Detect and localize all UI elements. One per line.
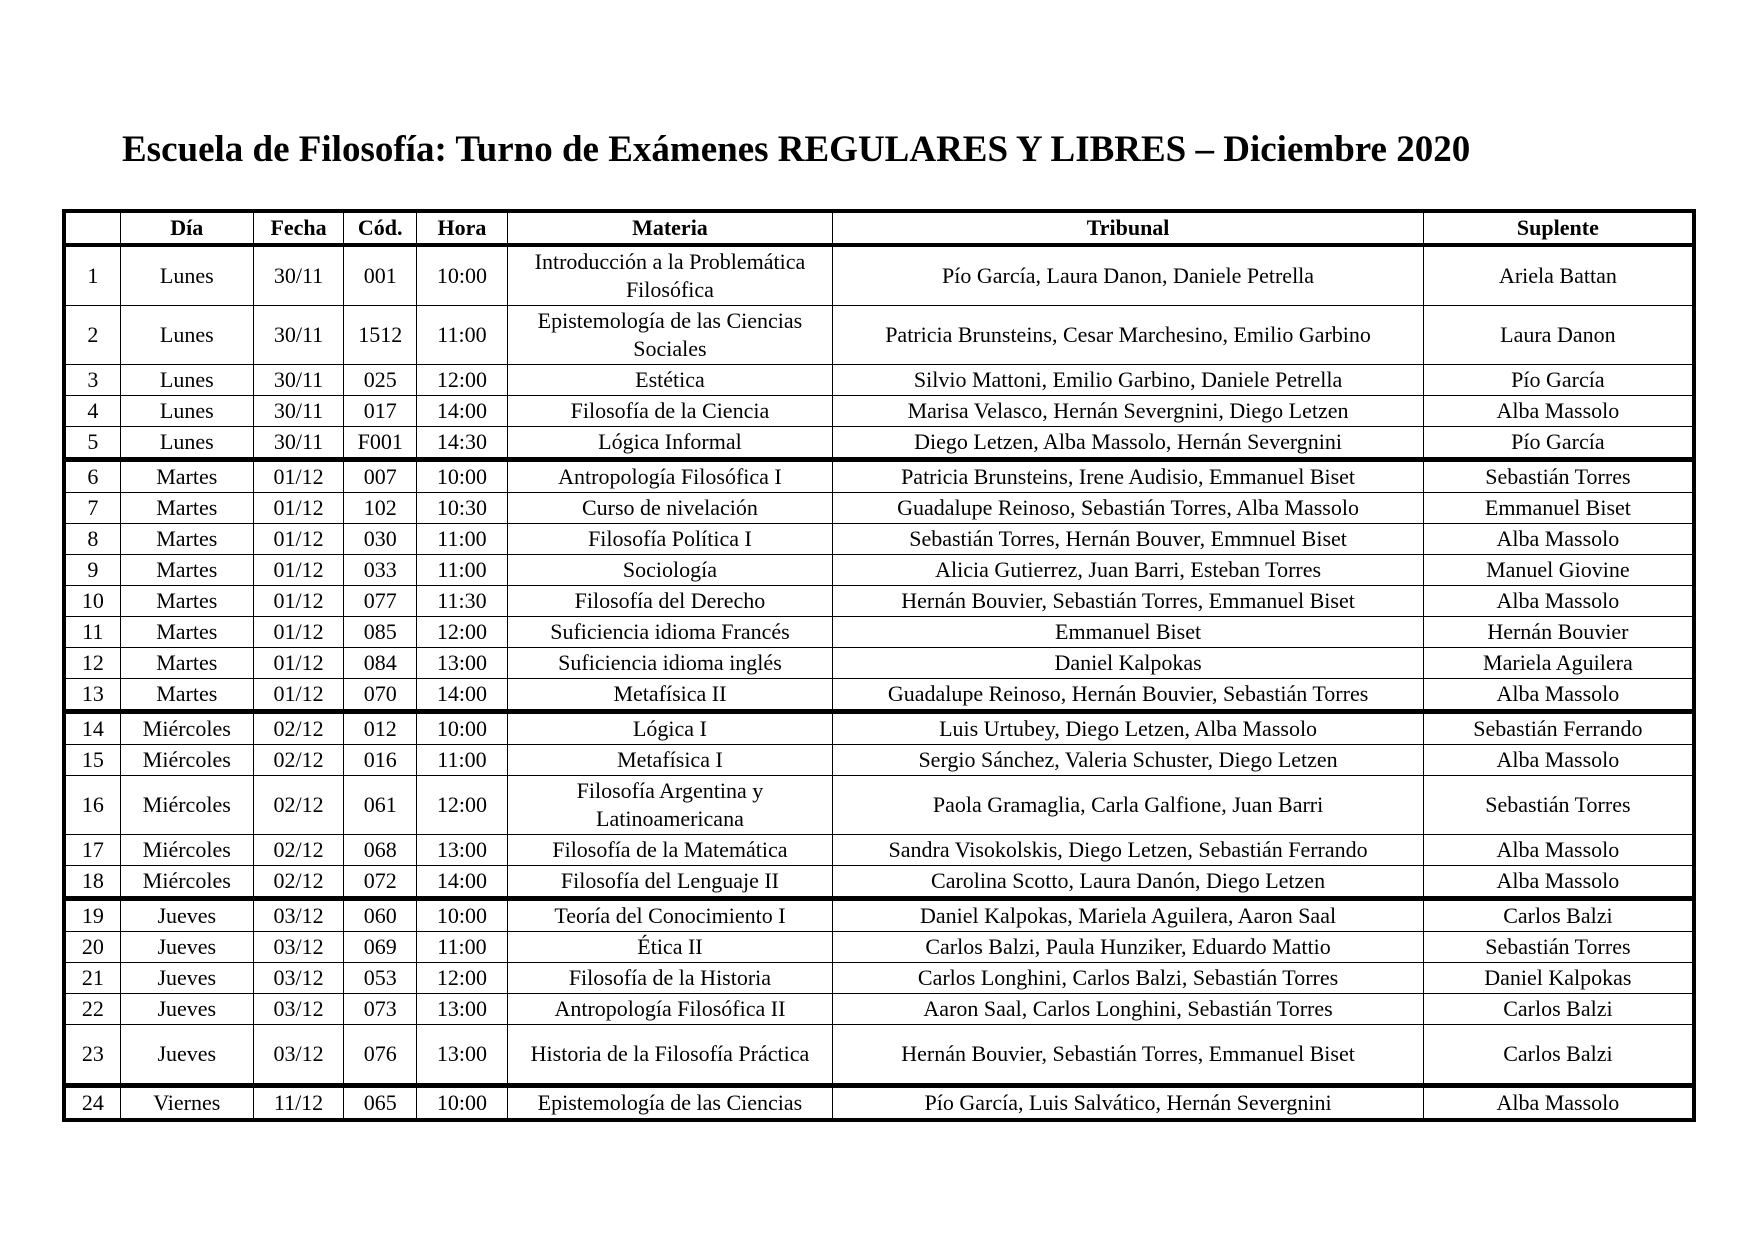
row-number: 4 (64, 396, 120, 427)
exam-schedule-table (62, 209, 1696, 1122)
table-row (64, 306, 1694, 365)
day-cell: Martes (120, 555, 253, 586)
subject-cell: Curso de nivelación (507, 493, 833, 524)
subject-cell: Historia de la Filosofía Práctica (507, 1025, 833, 1086)
substitute-cell: Sebastián Ferrando (1423, 712, 1694, 745)
time-cell: 11:00 (417, 745, 507, 776)
day-cell: Miércoles (120, 835, 253, 866)
time-cell: 10:00 (417, 460, 507, 493)
tribunal-cell: Marisa Velasco, Hernán Severgnini, Diego Letzen (833, 396, 1423, 427)
tribunal-cell: Sebastián Torres, Hernán Bouver, Emmnuel Biset (833, 524, 1423, 555)
row-number: 7 (64, 493, 120, 524)
time-cell: 11:00 (417, 524, 507, 555)
day-cell: Lunes (120, 365, 253, 396)
col-header-number (64, 211, 120, 245)
code-cell: 102 (344, 493, 417, 524)
table-row (64, 245, 1694, 306)
table-row (64, 745, 1694, 776)
date-cell: 01/12 (253, 679, 343, 712)
tribunal-cell: Carlos Longhini, Carlos Balzi, Sebastián Torres (833, 963, 1423, 994)
date-cell: 01/12 (253, 586, 343, 617)
date-cell: 03/12 (253, 963, 343, 994)
substitute-cell: Laura Danon (1423, 306, 1694, 365)
substitute-cell: Pío García (1423, 427, 1694, 460)
row-number: 23 (64, 1025, 120, 1086)
tribunal-cell: Pío García, Laura Danon, Daniele Petrella (833, 245, 1423, 306)
tribunal-cell: Hernán Bouvier, Sebastián Torres, Emmanuel Biset (833, 1025, 1423, 1086)
day-cell: Viernes (120, 1086, 253, 1121)
substitute-cell: Alba Massolo (1423, 524, 1694, 555)
subject-cell: Suficiencia idioma inglés (507, 648, 833, 679)
table-row (64, 460, 1694, 493)
tribunal-cell: Sergio Sánchez, Valeria Schuster, Diego Letzen (833, 745, 1423, 776)
table-row (64, 679, 1694, 712)
tribunal-cell: Paola Gramaglia, Carla Galfione, Juan Barri (833, 776, 1423, 835)
day-cell: Jueves (120, 899, 253, 932)
col-header-date: Fecha (253, 211, 343, 245)
code-cell: F001 (344, 427, 417, 460)
date-cell: 03/12 (253, 899, 343, 932)
tribunal-cell: Carlos Balzi, Paula Hunziker, Eduardo Mattio (833, 932, 1423, 963)
row-number: 9 (64, 555, 120, 586)
date-cell: 30/11 (253, 427, 343, 460)
subject-cell: Sociología (507, 555, 833, 586)
subject-cell: Antropología Filosófica I (507, 460, 833, 493)
table-row (64, 365, 1694, 396)
day-cell: Martes (120, 493, 253, 524)
code-cell: 060 (344, 899, 417, 932)
substitute-cell: Daniel Kalpokas (1423, 963, 1694, 994)
day-cell: Jueves (120, 994, 253, 1025)
table-row (64, 586, 1694, 617)
tribunal-cell: Guadalupe Reinoso, Sebastián Torres, Alba Massolo (833, 493, 1423, 524)
date-cell: 01/12 (253, 617, 343, 648)
time-cell: 10:00 (417, 1086, 507, 1121)
day-cell: Martes (120, 648, 253, 679)
code-cell: 007 (344, 460, 417, 493)
page-title: Escuela de Filosofía: Turno de Exámenes REGULARES Y LIBRES – Diciembre 2020 (122, 129, 1471, 170)
day-cell: Martes (120, 586, 253, 617)
table-row (64, 963, 1694, 994)
table-row (64, 776, 1694, 835)
substitute-cell: Sebastián Torres (1423, 460, 1694, 493)
tribunal-cell: Diego Letzen, Alba Massolo, Hernán Severgnini (833, 427, 1423, 460)
code-cell: 068 (344, 835, 417, 866)
date-cell: 30/11 (253, 245, 343, 306)
date-cell: 01/12 (253, 493, 343, 524)
row-number: 8 (64, 524, 120, 555)
substitute-cell: Alba Massolo (1423, 586, 1694, 617)
code-cell: 012 (344, 712, 417, 745)
date-cell: 02/12 (253, 866, 343, 899)
day-cell: Miércoles (120, 776, 253, 835)
day-cell: Martes (120, 460, 253, 493)
day-cell: Miércoles (120, 745, 253, 776)
code-cell: 073 (344, 994, 417, 1025)
tribunal-cell: Alicia Gutierrez, Juan Barri, Esteban Torres (833, 555, 1423, 586)
table-row (64, 555, 1694, 586)
row-number: 1 (64, 245, 120, 306)
date-cell: 01/12 (253, 524, 343, 555)
subject-cell: Filosofía del Lenguaje II (507, 866, 833, 899)
code-cell: 085 (344, 617, 417, 648)
row-number: 2 (64, 306, 120, 365)
subject-cell: Estética (507, 365, 833, 396)
day-cell: Lunes (120, 245, 253, 306)
date-cell: 03/12 (253, 1025, 343, 1086)
time-cell: 14:00 (417, 396, 507, 427)
subject-cell: Epistemología de las Ciencias (507, 1086, 833, 1121)
code-cell: 072 (344, 866, 417, 899)
code-cell: 076 (344, 1025, 417, 1086)
date-cell: 30/11 (253, 365, 343, 396)
tribunal-cell: Hernán Bouvier, Sebastián Torres, Emmanuel Biset (833, 586, 1423, 617)
code-cell: 070 (344, 679, 417, 712)
row-number: 19 (64, 899, 120, 932)
day-cell: Lunes (120, 396, 253, 427)
row-number: 24 (64, 1086, 120, 1121)
table-row (64, 1086, 1694, 1121)
col-header-substitute: Suplente (1423, 211, 1694, 245)
subject-cell: Lógica Informal (507, 427, 833, 460)
row-number: 13 (64, 679, 120, 712)
table-row (64, 899, 1694, 932)
table-body (64, 245, 1694, 1120)
code-cell: 069 (344, 932, 417, 963)
tribunal-cell: Aaron Saal, Carlos Longhini, Sebastián Torres (833, 994, 1423, 1025)
table-row (64, 617, 1694, 648)
code-cell: 065 (344, 1086, 417, 1121)
substitute-cell: Alba Massolo (1423, 835, 1694, 866)
date-cell: 03/12 (253, 932, 343, 963)
subject-cell: Suficiencia idioma Francés (507, 617, 833, 648)
time-cell: 11:00 (417, 932, 507, 963)
date-cell: 11/12 (253, 1086, 343, 1121)
col-header-day: Día (120, 211, 253, 245)
code-cell: 025 (344, 365, 417, 396)
substitute-cell: Sebastián Torres (1423, 932, 1694, 963)
date-cell: 02/12 (253, 835, 343, 866)
day-cell: Lunes (120, 427, 253, 460)
time-cell: 14:30 (417, 427, 507, 460)
subject-cell: Metafísica I (507, 745, 833, 776)
table-row (64, 648, 1694, 679)
day-cell: Martes (120, 679, 253, 712)
substitute-cell: Ariela Battan (1423, 245, 1694, 306)
row-number: 22 (64, 994, 120, 1025)
row-number: 15 (64, 745, 120, 776)
substitute-cell: Hernán Bouvier (1423, 617, 1694, 648)
row-number: 10 (64, 586, 120, 617)
subject-cell: Filosofía Argentina y Latinoamericana (507, 776, 833, 835)
table-row (64, 493, 1694, 524)
time-cell: 11:00 (417, 555, 507, 586)
time-cell: 13:00 (417, 994, 507, 1025)
col-header-subject: Materia (507, 211, 833, 245)
date-cell: 01/12 (253, 555, 343, 586)
tribunal-cell: Daniel Kalpokas (833, 648, 1423, 679)
substitute-cell: Manuel Giovine (1423, 555, 1694, 586)
substitute-cell: Mariela Aguilera (1423, 648, 1694, 679)
tribunal-cell: Patricia Brunsteins, Cesar Marchesino, Emilio Garbino (833, 306, 1423, 365)
time-cell: 12:00 (417, 617, 507, 648)
day-cell: Lunes (120, 306, 253, 365)
subject-cell: Filosofía de la Ciencia (507, 396, 833, 427)
code-cell: 061 (344, 776, 417, 835)
code-cell: 001 (344, 245, 417, 306)
time-cell: 11:00 (417, 306, 507, 365)
row-number: 3 (64, 365, 120, 396)
code-cell: 084 (344, 648, 417, 679)
tribunal-cell: Sandra Visokolskis, Diego Letzen, Sebastián Ferrando (833, 835, 1423, 866)
day-cell: Jueves (120, 932, 253, 963)
time-cell: 12:00 (417, 776, 507, 835)
subject-cell: Filosofía del Derecho (507, 586, 833, 617)
time-cell: 13:00 (417, 648, 507, 679)
date-cell: 02/12 (253, 712, 343, 745)
tribunal-cell: Emmanuel Biset (833, 617, 1423, 648)
row-number: 11 (64, 617, 120, 648)
time-cell: 10:00 (417, 245, 507, 306)
substitute-cell: Sebastián Torres (1423, 776, 1694, 835)
code-cell: 030 (344, 524, 417, 555)
table-header-row (64, 211, 1694, 245)
date-cell: 01/12 (253, 460, 343, 493)
tribunal-cell: Pío García, Luis Salvático, Hernán Severgnini (833, 1086, 1423, 1121)
tribunal-cell: Patricia Brunsteins, Irene Audisio, Emmanuel Biset (833, 460, 1423, 493)
subject-cell: Filosofía Política I (507, 524, 833, 555)
time-cell: 10:30 (417, 493, 507, 524)
day-cell: Miércoles (120, 712, 253, 745)
table-row (64, 866, 1694, 899)
subject-cell: Filosofía de la Historia (507, 963, 833, 994)
time-cell: 10:00 (417, 899, 507, 932)
tribunal-cell: Guadalupe Reinoso, Hernán Bouvier, Sebastián Torres (833, 679, 1423, 712)
subject-cell: Ética II (507, 932, 833, 963)
row-number: 17 (64, 835, 120, 866)
subject-cell: Epistemología de las Ciencias Sociales (507, 306, 833, 365)
code-cell: 017 (344, 396, 417, 427)
date-cell: 30/11 (253, 306, 343, 365)
time-cell: 14:00 (417, 679, 507, 712)
date-cell: 03/12 (253, 994, 343, 1025)
subject-cell: Antropología Filosófica II (507, 994, 833, 1025)
date-cell: 30/11 (253, 396, 343, 427)
time-cell: 10:00 (417, 712, 507, 745)
subject-cell: Introducción a la Problemática Filosófica (507, 245, 833, 306)
substitute-cell: Alba Massolo (1423, 1086, 1694, 1121)
table-row (64, 932, 1694, 963)
substitute-cell: Alba Massolo (1423, 866, 1694, 899)
substitute-cell: Alba Massolo (1423, 396, 1694, 427)
day-cell: Jueves (120, 1025, 253, 1086)
tribunal-cell: Carolina Scotto, Laura Danón, Diego Letzen (833, 866, 1423, 899)
substitute-cell: Alba Massolo (1423, 679, 1694, 712)
row-number: 14 (64, 712, 120, 745)
date-cell: 02/12 (253, 776, 343, 835)
time-cell: 14:00 (417, 866, 507, 899)
time-cell: 11:30 (417, 586, 507, 617)
row-number: 5 (64, 427, 120, 460)
row-number: 20 (64, 932, 120, 963)
date-cell: 01/12 (253, 648, 343, 679)
day-cell: Martes (120, 617, 253, 648)
substitute-cell: Carlos Balzi (1423, 1025, 1694, 1086)
subject-cell: Metafísica II (507, 679, 833, 712)
code-cell: 053 (344, 963, 417, 994)
substitute-cell: Alba Massolo (1423, 745, 1694, 776)
table-row (64, 427, 1694, 460)
time-cell: 13:00 (417, 835, 507, 866)
table-row (64, 712, 1694, 745)
row-number: 6 (64, 460, 120, 493)
table-row (64, 994, 1694, 1025)
table-row (64, 1025, 1694, 1086)
time-cell: 12:00 (417, 365, 507, 396)
table-row (64, 835, 1694, 866)
day-cell: Miércoles (120, 866, 253, 899)
day-cell: Martes (120, 524, 253, 555)
col-header-tribunal: Tribunal (833, 211, 1423, 245)
subject-cell: Teoría del Conocimiento I (507, 899, 833, 932)
table-row (64, 524, 1694, 555)
subject-cell: Filosofía de la Matemática (507, 835, 833, 866)
code-cell: 033 (344, 555, 417, 586)
row-number: 16 (64, 776, 120, 835)
substitute-cell: Emmanuel Biset (1423, 493, 1694, 524)
tribunal-cell: Silvio Mattoni, Emilio Garbino, Daniele Petrella (833, 365, 1423, 396)
row-number: 21 (64, 963, 120, 994)
code-cell: 016 (344, 745, 417, 776)
subject-cell: Lógica I (507, 712, 833, 745)
code-cell: 077 (344, 586, 417, 617)
day-cell: Jueves (120, 963, 253, 994)
row-number: 12 (64, 648, 120, 679)
code-cell: 1512 (344, 306, 417, 365)
substitute-cell: Pío García (1423, 365, 1694, 396)
row-number: 18 (64, 866, 120, 899)
time-cell: 13:00 (417, 1025, 507, 1086)
time-cell: 12:00 (417, 963, 507, 994)
substitute-cell: Carlos Balzi (1423, 994, 1694, 1025)
substitute-cell: Carlos Balzi (1423, 899, 1694, 932)
col-header-code: Cód. (344, 211, 417, 245)
tribunal-cell: Luis Urtubey, Diego Letzen, Alba Massolo (833, 712, 1423, 745)
date-cell: 02/12 (253, 745, 343, 776)
col-header-time: Hora (417, 211, 507, 245)
tribunal-cell: Daniel Kalpokas, Mariela Aguilera, Aaron Saal (833, 899, 1423, 932)
table-row (64, 396, 1694, 427)
